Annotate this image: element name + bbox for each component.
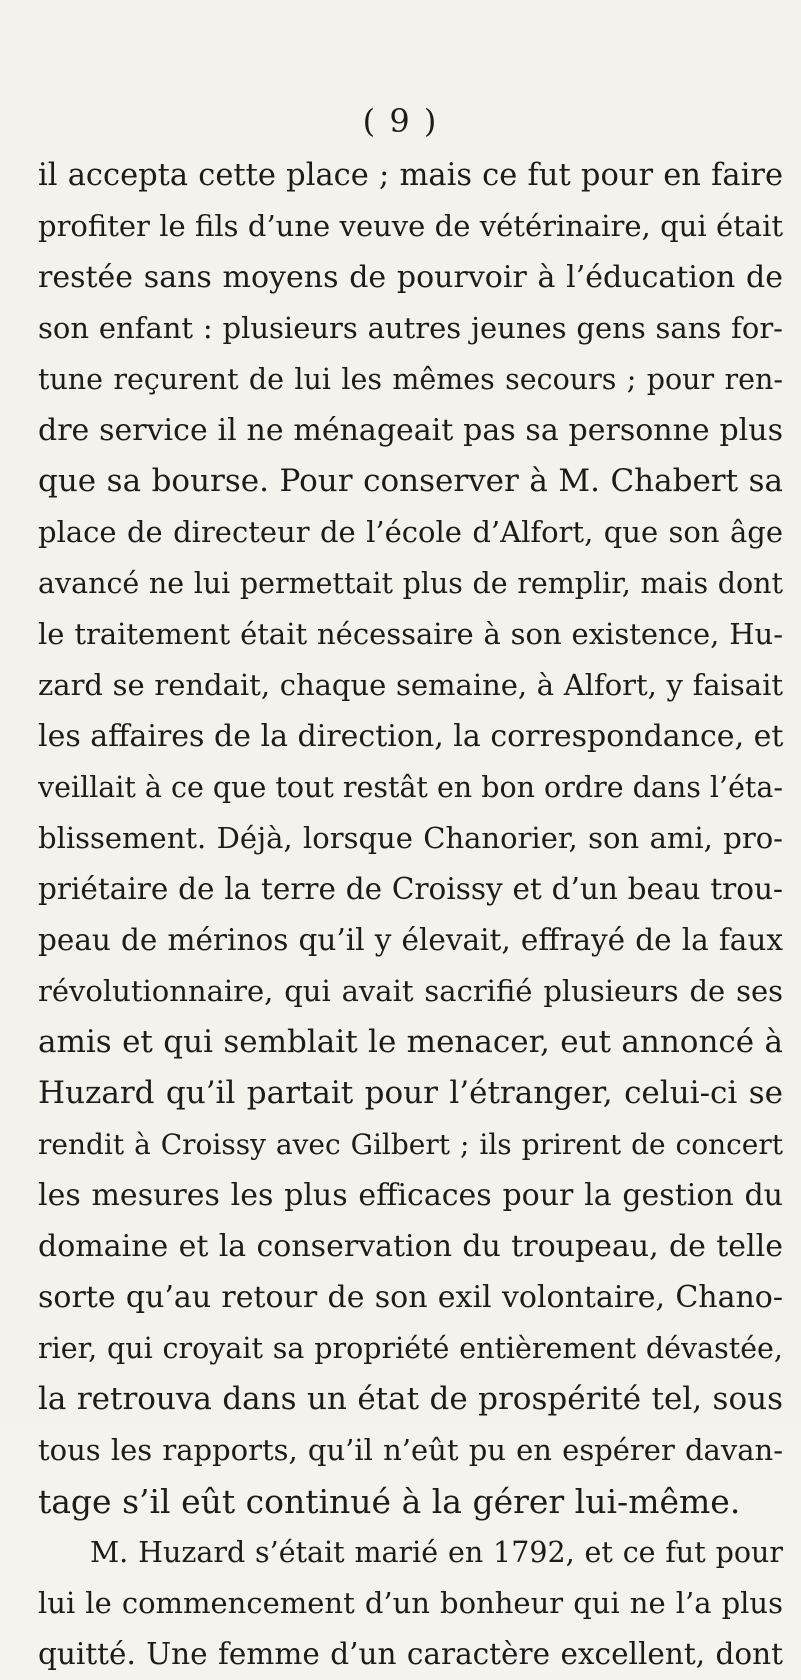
text-line: lui le commencement d’un bonheur qui ne l’a plus: [38, 1586, 783, 1620]
text-line: blissement. Déjà, lorsque Chanorier, son ami, pro-: [38, 821, 783, 855]
text-line: zard se rendait, chaque semaine, à Alfort, y faisait: [38, 668, 783, 702]
text-line: les mesures les plus efficaces pour la gestion du: [38, 1178, 783, 1213]
body-text: [38, 150, 783, 1680]
text-line: dre service il ne ménageait pas sa personne plus: [38, 413, 783, 448]
text-line: veillait à ce que tout restât en bon ordre dans l’éta-: [38, 771, 784, 804]
text-line: le traitement était nécessaire à son existence, Hu-: [38, 617, 783, 651]
text-line: tage s’il eût continué à la gérer lui-même.: [38, 1482, 741, 1521]
text-line: tune reçurent de lui les mêmes secours ; pour ren-: [38, 363, 783, 396]
text-line: révolutionnaire, qui avait sacrifié plusieurs de ses: [38, 974, 783, 1008]
text-line: peau de mérinos qu’il y élevait, effrayé de la faux: [38, 923, 783, 957]
text-line: profiter le fils d’une veuve de vétérinaire, qui était: [38, 209, 783, 243]
text-line: la retrouva dans un état de prospérité tel, sous: [38, 1381, 783, 1417]
text-line: quitté. Une femme d’un caractère excellent, dont: [38, 1637, 783, 1671]
text-line: restée sans moyens de pourvoir à l’éducation de: [38, 260, 783, 295]
text-line: les affaires de la direction, la correspondance, et: [38, 719, 784, 754]
text-line: sorte qu’au retour de son exil volontaire, Chano-: [38, 1280, 783, 1315]
text-line: place de directeur de l’école d’Alfort, que son âge: [38, 515, 783, 549]
text-line: domaine et la conservation du troupeau, de telle: [38, 1229, 783, 1264]
text-line: Huzard qu’il partait pour l’étranger, celui-ci se: [38, 1075, 783, 1111]
text-line: il accepta cette place ; mais ce fut pour en faire: [38, 158, 783, 193]
text-line: amis et qui semblait le menacer, eut annoncé à: [38, 1024, 783, 1060]
text-line: rendit à Croissy avec Gilbert ; ils prirent de concert: [38, 1128, 783, 1161]
text-line: avancé ne lui permettait plus de remplir, mais dont: [38, 567, 783, 600]
text-line: son enfant : plusieurs autres jeunes gens sans for-: [38, 311, 783, 345]
page-number: ( 9 ): [362, 102, 439, 140]
text-line: rier, qui croyait sa propriété entièrement dévastée,: [38, 1332, 783, 1365]
text-line: priétaire de la terre de Croissy et d’un beau trou-: [38, 872, 783, 906]
text-line: que sa bourse. Pour conserver à M. Chabert sa: [38, 463, 783, 499]
text-line: M. Huzard s’était marié en 1792, et ce fut pour: [90, 1536, 783, 1569]
text-line: tous les rapports, qu’il n’eût pu en espérer davan-: [38, 1433, 783, 1467]
